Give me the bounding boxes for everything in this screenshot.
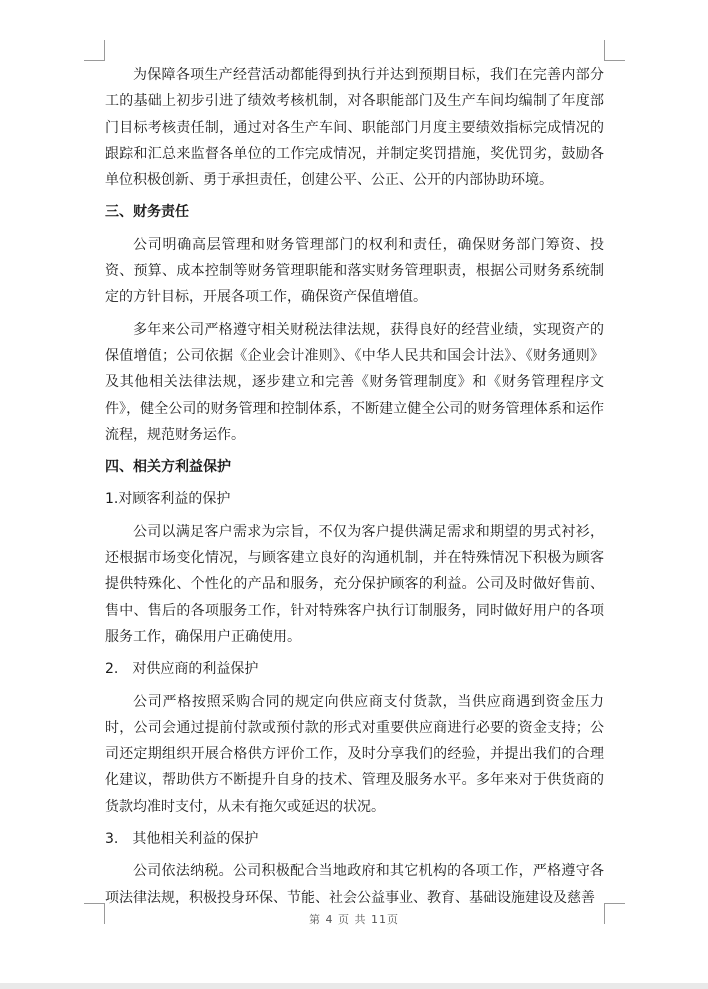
page-bottom-edge xyxy=(0,983,708,989)
subheading-customers: 1.对顾客利益的保护 xyxy=(105,491,231,508)
crop-mark-top-left xyxy=(84,40,105,61)
paragraph-finance-compliance: 多年来公司严格遵守相关财税法律法规，获得良好的经营业绩，实现资产的保值增值；公司依据《企业会计准则》、《中华人民共和国会计法》、《财务通则》及其他相关法律法规，逐步建立和完善《财务管理制度》和《财务管理程序文件》，健全公司的财务管理和控制体系，不断建立健全公司的财务管理体系和运作流程，规范财务运作。 xyxy=(105,321,604,443)
paragraph-other: 公司依法纳税。公司积极配合当地政府和其它机构的各项工作，严格遵守各项法律法规，积极投身环保、节能、社会公益事业、教育、基础设施建设及慈善 xyxy=(105,863,604,906)
page-number-footer: 第 4 页 共 11页 xyxy=(309,913,399,926)
paragraph-customers: 公司以满足客户需求为宗旨，不仅为客户提供满足需求和期望的男式衬衫，还根据市场变化情况，与顾客建立良好的沟通机制，并在特殊情况下积极为顾客提供特殊化、个性化的产品和服务，充分保护顾客的利益。公司及时做好售前、售中、售后的各项服务工作，针对特殊客户执行订制服务，同时做好用户的各项服务工作，确保用户正确使用。 xyxy=(105,523,604,645)
paragraph-finance-duties: 公司明确高层管理和财务管理部门的权利和责任，确保财务部门筹资、投资、预算、成本控制等财务管理职能和落实财务管理职责，根据公司财务系统制定的方针目标，开展各项工作，确保资产保值增值。 xyxy=(105,236,604,306)
paragraph-performance: 为保障各项生产经营活动都能得到执行并达到预期目标，我们在完善内部分工的基础上初步引进了绩效考核机制，对各职能部门及生产车间均编制了年度部门目标考核责任制，通过对各生产车间、职能部门月度主要绩效指标完成情况的跟踪和汇总来监督各单位的工作完成情况，并制定奖罚措施，奖优罚劣，鼓励各单位积极创新、勇于承担责任，创建公平、公正、公开的内部协助环境。 xyxy=(105,67,604,189)
paragraph-suppliers: 公司严格按照采购合同的规定向供应商支付货款，当供应商遇到资金压力时，公司会通过提前付款或预付款的形式对重要供应商进行必要的资金支持；公司还定期组织开展合格供方评价工作，及时分享我们的经验，并提出我们的合理化建议，帮助供方不断提升自身的技术、管理及服务水平。多年来对于供货商的货款均准时支付，从未有拖欠或延迟的状况。 xyxy=(105,693,604,815)
subheading-suppliers: 2. 对供应商的利益保护 xyxy=(105,661,259,678)
section-heading-finance: 三、财务责任 xyxy=(105,204,189,221)
section-heading-stakeholders: 四、相关方利益保护 xyxy=(105,459,231,476)
crop-mark-top-right xyxy=(604,40,625,61)
subheading-other: 3. 其他相关利益的保护 xyxy=(105,831,259,848)
document-body xyxy=(105,62,604,917)
